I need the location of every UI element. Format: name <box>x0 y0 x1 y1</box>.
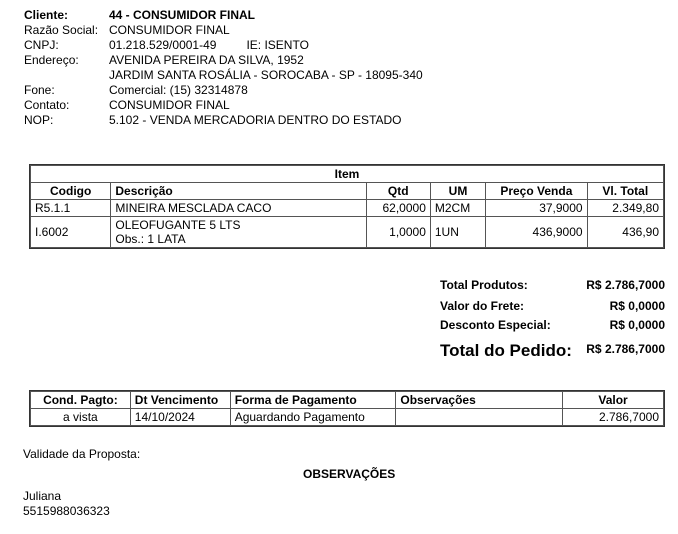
seller-phone: 5515988036323 <box>23 504 110 518</box>
cell-venc: 14/10/2024 <box>130 409 230 426</box>
payment-table-header <box>31 392 664 409</box>
desconto-value: R$ 0,0000 <box>609 318 665 332</box>
total-pedido <box>440 341 665 361</box>
cell-um: 1UN <box>430 217 485 248</box>
endereco-label: Endereço: <box>24 53 79 67</box>
cell-descricao-text: OLEOFUGANTE 5 LTS <box>115 218 241 232</box>
col-um: UM <box>430 183 485 200</box>
cliente-row <box>24 8 423 23</box>
items-table-caption: Item <box>31 166 664 183</box>
razao-value: CONSUMIDOR FINAL <box>109 23 230 37</box>
total-produtos <box>440 278 665 292</box>
col-observacoes: Observações <box>396 392 563 409</box>
col-codigo: Codigo <box>31 183 111 200</box>
cnpj-row <box>24 38 423 53</box>
endereco-line2: JARDIM SANTA ROSÁLIA - SOROCABA - SP - 18095-340 <box>109 68 423 82</box>
contato-label: Contato: <box>24 98 70 112</box>
cell-total: 436,90 <box>587 217 663 248</box>
table-row <box>31 200 664 217</box>
ie-label: IE: <box>246 38 262 52</box>
observacoes-title: OBSERVAÇÕES <box>303 467 396 481</box>
valor-frete-label: Valor do Frete: <box>440 299 525 313</box>
cnpj-label: CNPJ: <box>24 38 59 52</box>
contato-value: CONSUMIDOR FINAL <box>109 98 230 112</box>
items-table <box>30 165 664 248</box>
desconto-especial <box>440 318 665 332</box>
total-produtos-value: R$ 2.786,7000 <box>586 278 665 292</box>
col-descricao: Descrição <box>111 183 366 200</box>
seller-name: Juliana <box>23 489 62 503</box>
col-forma-pagamento: Forma de Pagamento <box>230 392 396 409</box>
cell-descricao-obs: Obs.: 1 LATA <box>115 232 186 246</box>
cell-codigo: I.6002 <box>31 217 111 248</box>
total-pedido-value: R$ 2.786,7000 <box>586 342 665 356</box>
cnpj-value: 01.218.529/0001-49 <box>109 38 217 52</box>
nop-value: 5.102 - VENDA MERCADORIA DENTRO DO ESTADO <box>109 113 402 127</box>
valor-frete <box>440 299 665 313</box>
endereco-row-2 <box>24 68 423 83</box>
col-preco: Preço Venda <box>486 183 587 200</box>
valor-frete-value: R$ 0,0000 <box>609 299 665 313</box>
col-dt-vencimento: Dt Vencimento <box>130 392 230 409</box>
fone-row <box>24 83 423 98</box>
desconto-label: Desconto Especial: <box>440 318 551 332</box>
nop-row <box>24 113 423 128</box>
cell-qtd: 1,0000 <box>366 217 430 248</box>
cell-codigo: R5.1.1 <box>31 200 111 217</box>
payment-table <box>30 391 664 426</box>
ie-value: ISENTO <box>264 38 309 52</box>
cell-obs <box>396 409 563 426</box>
cell-forma: Aguardando Pagamento <box>230 409 396 426</box>
fone-label: Fone: <box>24 83 55 97</box>
col-cond-pagto: Cond. Pagto: <box>31 392 131 409</box>
cell-descricao: MINEIRA MESCLADA CACO <box>111 200 366 217</box>
razao-label: Razão Social: <box>24 23 99 37</box>
cell-um: M2CM <box>430 200 485 217</box>
customer-header <box>24 8 423 128</box>
total-produtos-label: Total Produtos: <box>440 278 528 292</box>
cell-cond: a vista <box>31 409 131 426</box>
razao-row <box>24 23 423 38</box>
cell-total: 2.349,80 <box>587 200 663 217</box>
col-valor: Valor <box>563 392 664 409</box>
cell-preco: 436,9000 <box>486 217 587 248</box>
total-pedido-label: Total do Pedido: <box>440 341 572 360</box>
nop-label: NOP: <box>24 113 54 127</box>
cell-preco: 37,9000 <box>486 200 587 217</box>
validade-proposta: Validade da Proposta: <box>23 447 141 461</box>
fone-value: Comercial: (15) 32314878 <box>109 83 248 97</box>
col-total: Vl. Total <box>587 183 663 200</box>
endereco-row <box>24 53 423 68</box>
cliente-label: Cliente: <box>24 8 69 22</box>
table-row <box>31 409 664 426</box>
col-qtd: Qtd <box>366 183 430 200</box>
cliente-value: 44 - CONSUMIDOR FINAL <box>109 8 256 22</box>
cell-qtd: 62,0000 <box>366 200 430 217</box>
items-table-header <box>31 183 664 200</box>
endereco-line1: AVENIDA PEREIRA DA SILVA, 1952 <box>109 53 304 67</box>
contato-row <box>24 98 423 113</box>
cell-descricao <box>111 217 366 248</box>
table-row <box>31 217 664 248</box>
cell-valor: 2.786,7000 <box>563 409 664 426</box>
